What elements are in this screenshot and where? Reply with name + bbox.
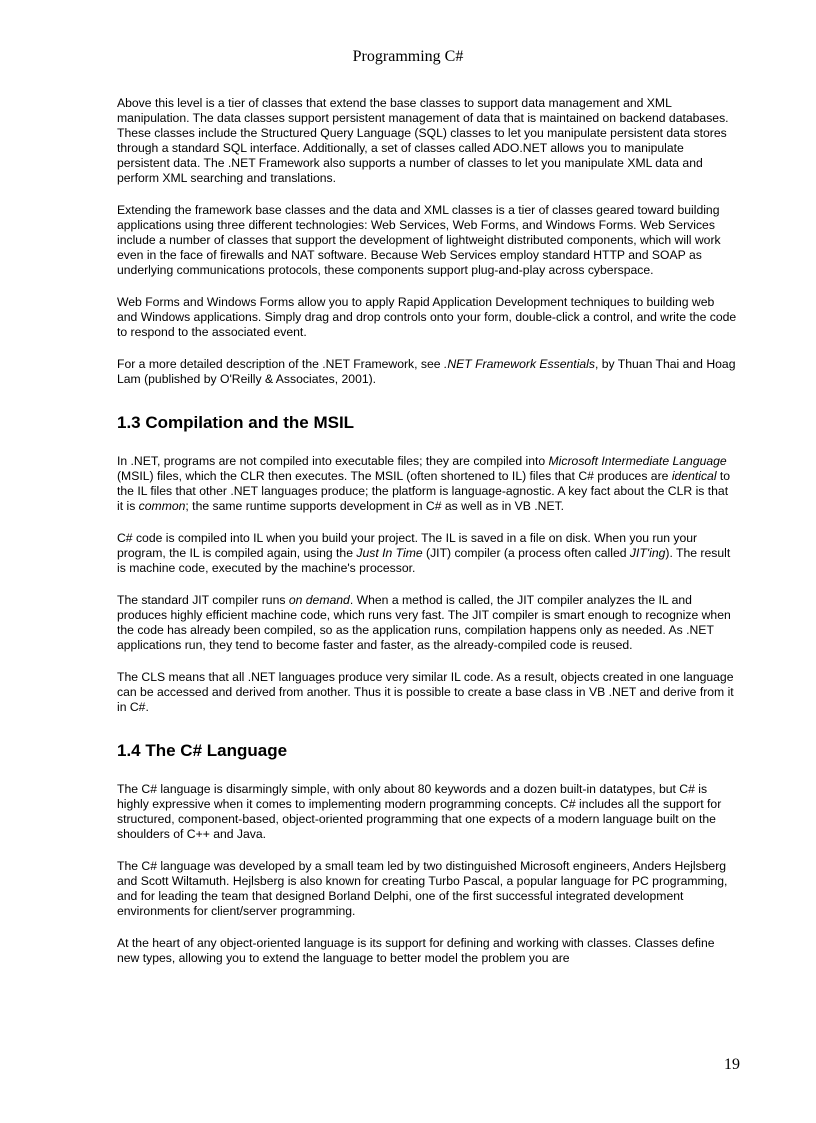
text-run: In .NET, programs are not compiled into executable files; they are compiled into [117, 454, 549, 468]
emphasis-term: on demand [288, 593, 350, 607]
text-run: (JIT) compiler (a process often called [422, 546, 630, 560]
text-run: to the IL files that other .NET languages produce; the platform is language-agnostic. A key fact about the CLR is that it is [117, 469, 731, 513]
book-title: .NET Framework Essentials [443, 357, 595, 371]
emphasis-term: Just In Time [356, 546, 423, 560]
paragraph-further-reading [117, 357, 737, 387]
section-heading-compilation: 1.3 Compilation and the MSIL [117, 413, 355, 432]
page-number: 19 [724, 1056, 740, 1073]
paragraph-cls: The CLS means that all .NET languages produce very similar IL code. As a result, objects created in one language can be accessed and derived from another. Thus it is possible to create a base class in VB .NET and derive from it in C#. [117, 670, 734, 714]
emphasis-term: identical [671, 469, 717, 483]
paragraph-web-windows-forms: Web Forms and Windows Forms allow you to apply Rapid Application Development techniques to building web and Windows applications. Simply drag and drop controls onto your form, double-click a control, and write the code to respond to the associated event. [117, 295, 737, 339]
paragraph-language-history: The C# language was developed by a small team led by two distinguished Microsoft engineers, Anders Hejlsberg and Scott Wiltamuth. Hejlsberg is also known for creating Turbo Pascal, a popular language for PC programming, and for leading the team that designed Borland Delphi, one of the first successful integrated development environments for client/server programming. [117, 859, 728, 918]
paragraph-classes: At the heart of any object-oriented language is its support for defining and working with classes. Classes define new types, allowing you to extend the language to better model the problem you are [117, 936, 715, 965]
page-body [117, 96, 737, 983]
text-run: ). The result is machine code, executed by the machine's processor. [117, 546, 731, 575]
emphasis-term: common [138, 499, 186, 513]
paragraph-app-tier: Extending the framework base classes and the data and XML classes is a tier of classes geared toward building applications using three different technologies: Web Services, Web Forms, and Windows Forms. Web Services include a number of classes that support the development of lightweight distributed components, which will work even in the face of firewalls and NAT software. Because Web Services employ standard HTTP and SOAP as underlying communications protocols, these components support plug-and-play across cyberspace. [117, 203, 721, 277]
text-run: ; the same runtime supports development in C# as well as in VB .NET. [185, 499, 565, 513]
paragraph-data-tier: Above this level is a tier of classes that extend the base classes to support data management and XML manipulation. The data classes support persistent management of data that is maintained on backend databases. These classes include the Structured Query Language (SQL) classes to let you manipulate persistent data stores through a standard SQL interface. Additionally, a set of classes called ADO.NET allows you to manipulate persistent data. The .NET Framework also supports a number of classes to let you manipulate XML data and perform XML searching and translations. [117, 96, 729, 185]
text-run: For a more detailed description of the .NET Framework, see [117, 357, 444, 371]
paragraph-language-simplicity: The C# language is disarmingly simple, with only about 80 keywords and a dozen built-in datatypes, but C# is highly expressive when it comes to implementing modern programming concepts. C# includes all the support for structured, component-based, object-oriented programming that one expects of a modern language built on the shoulders of C++ and Java. [117, 782, 722, 841]
paragraph-msil-intro [117, 454, 737, 514]
text-run: C# code is compiled into IL when you build your project. The IL is saved in a file on disk. When you run your program, the IL is compiled again, using the [117, 531, 698, 560]
section-heading-csharp-language: 1.4 The C# Language [117, 741, 288, 760]
text-run: The standard JIT compiler runs [117, 593, 289, 607]
text-run: , by Thuan Thai and Hoag Lam (published by O'Reilly & Associates, 2001). [117, 357, 736, 386]
paragraph-jit-compile [117, 531, 737, 576]
emphasis-term: JIT'ing [629, 546, 666, 560]
text-run: . When a method is called, the JIT compiler analyzes the IL and produces highly efficient machine code, which runs very fast. The JIT compiler is smart enough to recognize when the code has already been compiled, so as the application runs, compilation happens only as needed. As .NET applications run, they tend to become faster and faster, as the already-compiled code is reused. [117, 593, 731, 652]
paragraph-jit-on-demand [117, 593, 737, 653]
text-run: (MSIL) files, which the CLR then executes. The MSIL (often shortened to IL) files that C# produces are [117, 469, 672, 483]
emphasis-term: Microsoft Intermediate Language [548, 454, 727, 468]
running-header: Programming C# [352, 48, 464, 65]
